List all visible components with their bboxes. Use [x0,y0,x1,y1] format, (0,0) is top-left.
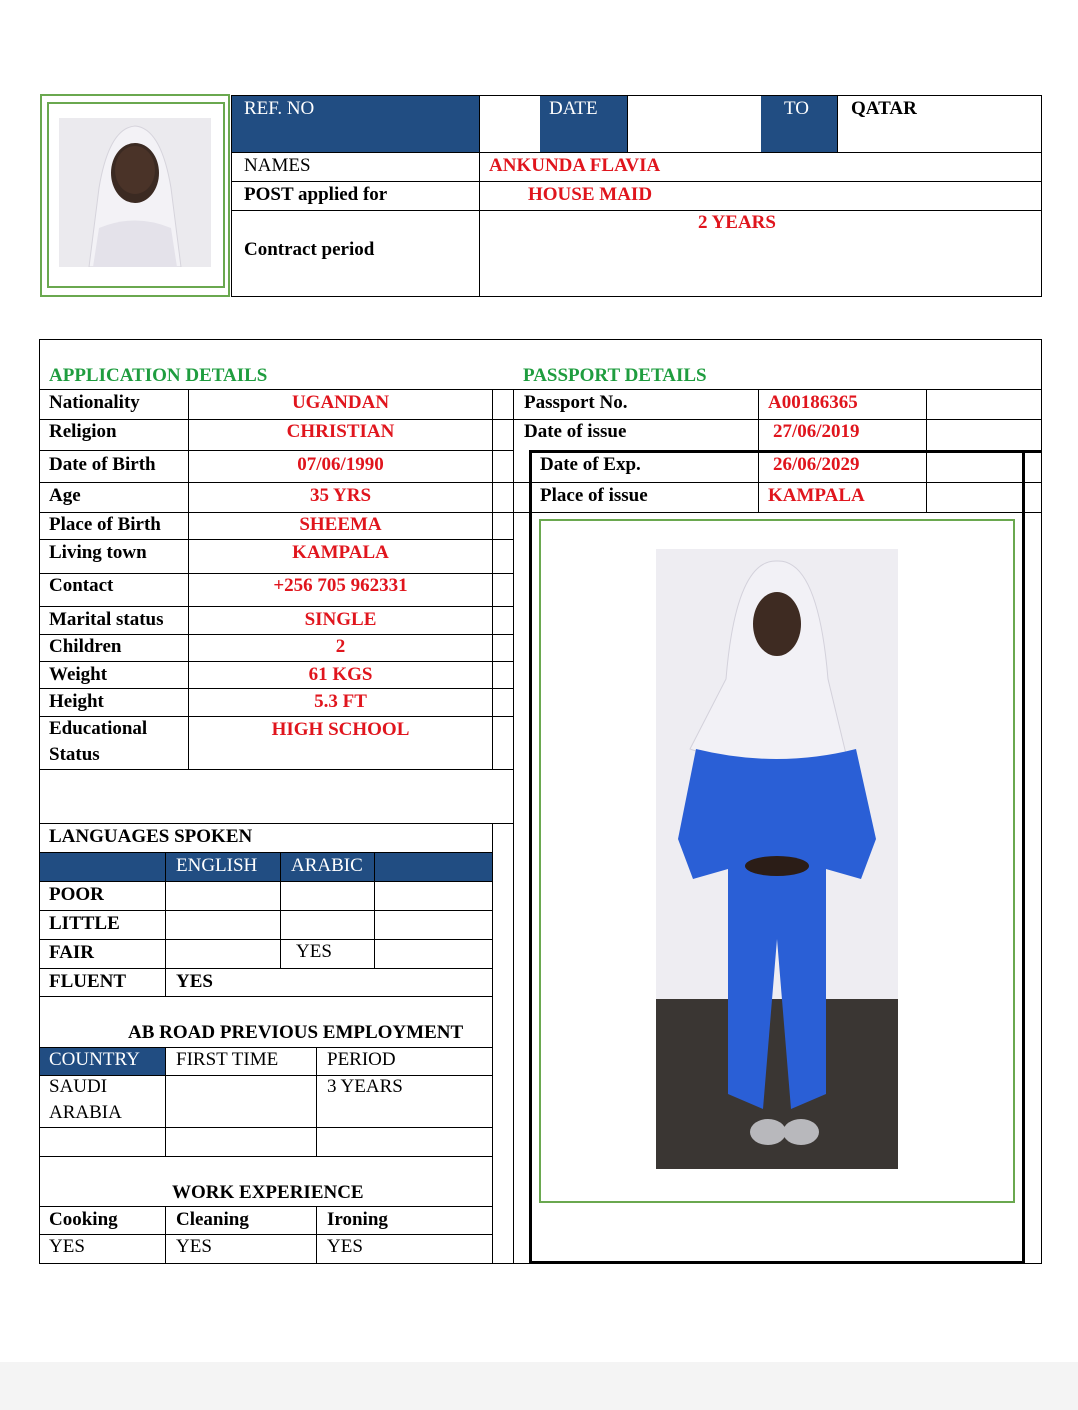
religion-label: Religion [49,421,117,442]
work-experience-title: WORK EXPERIENCE [172,1182,364,1203]
employment-header-first-time: FIRST TIME [176,1049,279,1070]
lang-level-fluent: FLUENT [49,971,127,992]
fluent-english-value: YES [176,971,213,992]
nationality-label: Nationality [49,392,140,413]
dob-label: Date of Birth [49,454,156,475]
marital-status-label: Marital status [49,609,164,630]
date-of-issue-value: 27/06/2019 [773,421,860,442]
education-label: Educational [49,718,148,739]
cleaning-answer: YES [176,1236,212,1257]
age-label: Age [49,485,81,506]
skill-cleaning: Cleaning [176,1209,249,1230]
living-town-value: KAMPALA [292,542,389,563]
living-town-label: Living town [49,542,147,563]
lang-level-poor: POOR [49,884,104,905]
contact-label: Contact [49,575,114,596]
skill-ironing: Ironing [327,1209,388,1230]
cooking-answer: YES [49,1236,85,1257]
skill-cooking: Cooking [49,1209,118,1230]
date-label: DATE [549,98,598,119]
place-of-issue-label: Place of issue [540,485,648,506]
age-value: 35 YRS [309,485,372,506]
weight-value: 61 KGS [308,664,373,685]
languages-title: LANGUAGES SPOKEN [49,826,253,847]
portrait-photo [59,118,211,267]
nationality-value: UGANDAN [291,392,390,413]
place-of-issue-value: KAMPALA [768,485,865,506]
education-label-line2: Status [49,744,100,765]
lang-level-little: LITTLE [49,913,120,934]
religion-value: CHRISTIAN [286,421,395,442]
contract-label: Contract period [244,239,375,260]
to-label: TO [784,98,809,119]
date-of-exp-value: 26/06/2029 [773,454,860,475]
lang-col-english: ENGLISH [176,855,258,876]
ref-no-label: REF. NO [244,98,315,119]
ironing-answer: YES [327,1236,363,1257]
employment-country-line2: ARABIA [49,1102,122,1123]
marital-status-value: SINGLE [304,609,377,630]
employment-title: AB ROAD PREVIOUS EMPLOYMENT [128,1022,464,1043]
height-label: Height [49,691,104,712]
children-label: Children [49,636,122,657]
place-of-birth-value: SHEEMA [299,514,382,535]
height-value: 5.3 FT [314,691,367,712]
passport-no-value: A00186365 [768,392,858,413]
bottom-page-band [0,1362,1078,1410]
destination-value: QATAR [851,98,917,119]
names-value: ANKUNDA FLAVIA [489,155,661,176]
contact-value: +256 705 962331 [273,575,408,596]
languages-header-row [40,853,492,881]
dob-value: 07/06/1990 [297,454,384,475]
date-of-issue-label: Date of issue [524,421,627,442]
education-value: HIGH SCHOOL [271,719,410,740]
employment-header-period: PERIOD [327,1049,396,1070]
weight-label: Weight [49,664,108,685]
employment-country-line1: SAUDI [49,1076,108,1097]
application-details-title: APPLICATION DETAILS [49,365,268,386]
employment-header-country: COUNTRY [49,1049,140,1070]
passport-no-label: Passport No. [524,392,628,413]
contract-value: 2 YEARS [698,212,776,233]
post-label: POST applied for [244,184,388,205]
date-of-exp-label: Date of Exp. [540,454,641,475]
fair-arabic-value: YES [296,941,332,962]
place-of-birth-label: Place of Birth [49,514,161,535]
passport-details-title: PASSPORT DETAILS [523,365,707,386]
lang-level-fair: FAIR [49,942,95,963]
children-value: 2 [335,636,346,657]
employment-period-value: 3 YEARS [327,1076,403,1097]
post-value: HOUSE MAID [528,184,653,205]
full-body-photo [656,549,898,1169]
lang-col-arabic: ARABIC [291,855,363,876]
names-label: NAMES [244,155,311,176]
